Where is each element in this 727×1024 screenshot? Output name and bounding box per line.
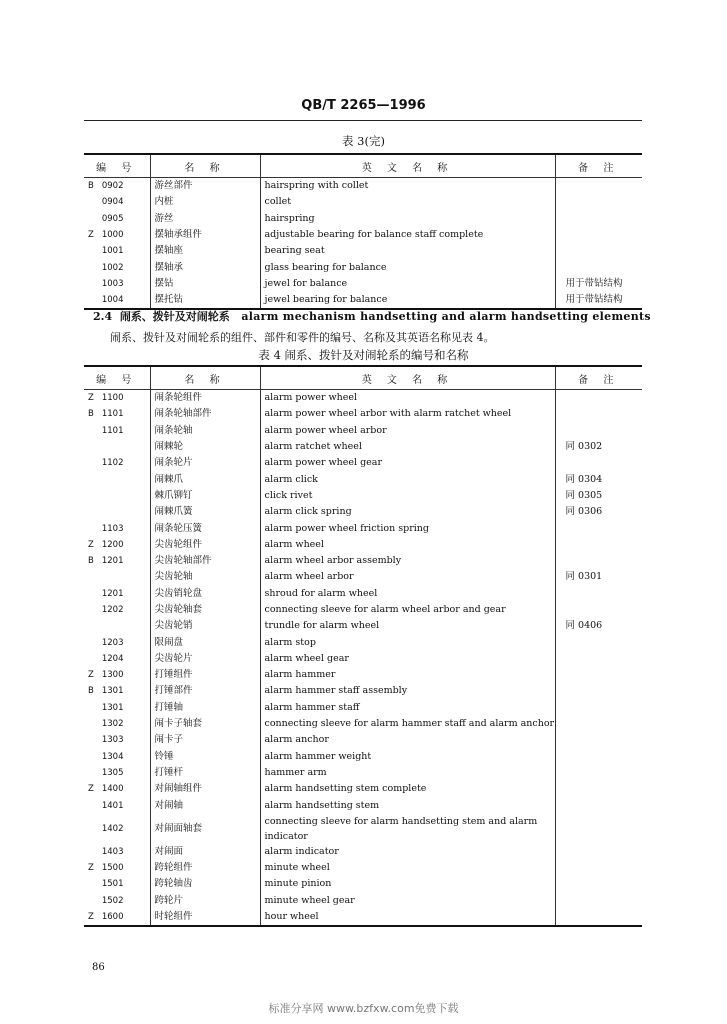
table-row [84,781,642,797]
cell-name-cn: 对闹面轴套 [150,814,260,844]
col-header-note: 备 注 [555,154,642,178]
code-number: 1301 [101,702,124,713]
table-row [84,211,642,227]
col-header-english: 英 文 名 称 [260,154,555,178]
code-prefix: B [88,686,94,697]
table-row [84,797,642,813]
cell-name-cn: 尖齿销轮盘 [150,586,260,602]
cell-name-cn: 闹条轮压簧 [150,520,260,536]
cell-note: 同 0301 [565,571,603,583]
table-row [84,634,642,650]
cell-note: 同 0304 [565,473,603,485]
cell-note [555,876,642,892]
table-row [84,423,642,439]
cell-code [84,537,150,553]
col-header-name: 名 称 [150,366,260,390]
code-number: 1004 [101,295,124,306]
code-prefix: Z [88,912,94,923]
cell-code [84,814,150,844]
table-row [84,602,642,618]
cell-note [555,683,642,699]
cell-name-cn: 游丝部件 [150,178,260,195]
table-row [84,520,642,536]
cell-code [84,259,150,275]
code-number: 0904 [101,197,124,208]
table3-caption: 表 3(完) [342,134,385,148]
cell-name-en: alarm wheel gear [260,651,555,667]
cell-name-cn: 打锤部件 [150,683,260,699]
cell-name-cn: 对闹轴 [150,797,260,813]
cell-name-cn: 闹棘爪簧 [150,504,260,520]
cell-code [84,292,150,309]
section-number: 2.4 [93,310,113,323]
cell-name-cn: 限闹盘 [150,634,260,650]
code-number: 1301 [101,686,124,697]
code-number: 1204 [101,653,124,664]
cell-code [84,909,150,926]
cell-note [555,227,642,243]
cell-note [555,194,642,210]
code-prefix: Z [88,670,94,681]
table3 [84,153,642,310]
cell-name-cn: 跨轮片 [150,893,260,909]
table-row [84,178,642,195]
cell-name-cn: 闹条轮组件 [150,390,260,407]
cell-note [555,700,642,716]
cell-name-en: minute wheel gear [260,893,555,909]
cell-name-en: bearing seat [260,243,555,259]
cell-name-cn: 游丝 [150,211,260,227]
cell-name-cn: 闹卡子轴套 [150,716,260,732]
cell-code [84,423,150,439]
cell-name-en: alarm hammer staff [260,700,555,716]
cell-code [84,797,150,813]
cell-note [555,651,642,667]
table-row [84,471,642,487]
cell-code [84,602,150,618]
cell-name-en: alarm hammer weight [260,749,555,765]
table-row [84,406,642,422]
cell-name-cn: 尖齿轮轴 [150,569,260,585]
code-number: 1200 [101,539,124,550]
cell-name-en: minute pinion [260,876,555,892]
table-row [84,439,642,455]
cell-note: 同 0306 [565,506,603,518]
cell-note [555,259,642,275]
cell-note [555,455,642,471]
cell-note [555,732,642,748]
cell-name-cn: 摆轴承组件 [150,227,260,243]
cell-name-en: shroud for alarm wheel [260,586,555,602]
cell-name-cn: 尖齿轮组件 [150,537,260,553]
cell-note [555,520,642,536]
table-row [84,390,642,407]
code-number: 1500 [101,863,124,874]
table-row [84,716,642,732]
cell-code [84,893,150,909]
cell-name-cn: 闹条轮片 [150,455,260,471]
cell-name-cn: 内桩 [150,194,260,210]
cell-name-en: alarm wheel arbor assembly [260,553,555,569]
code-prefix: B [88,181,94,192]
code-number: 1401 [101,800,124,811]
code-number: 1300 [101,670,124,681]
cell-code [84,716,150,732]
code-prefix: B [88,409,94,420]
code-prefix: B [88,556,94,567]
table-row [84,749,642,765]
cell-code [84,504,150,520]
section-intro: 闹系、拨针及对闹轮系的组件、部件和零件的编号、名称及其英语名称见表 4。 [110,331,495,344]
cell-name-en: connecting sleeve for alarm hammer staff and alarm anchor [260,716,555,732]
code-number: 1101 [101,409,124,420]
code-number: 1001 [101,246,124,257]
cell-name-en: collet [260,194,555,210]
section-title-cn: 闹系、拨针及对闹轮系 [119,310,230,323]
col-header-english: 英 文 名 称 [260,366,555,390]
table4-header-row [84,366,642,390]
cell-code [84,586,150,602]
cell-note [555,716,642,732]
table-row [84,553,642,569]
cell-code [84,455,150,471]
cell-note [555,406,642,422]
cell-name-en: minute wheel [260,860,555,876]
cell-name-en: glass bearing for balance [260,259,555,275]
cell-note [555,537,642,553]
cell-name-en: alarm power wheel arbor with alarm ratchet wheel [260,406,555,422]
table-row [84,259,642,275]
cell-code [84,276,150,292]
code-number: 1304 [101,751,124,762]
table-row [84,292,642,309]
cell-name-cn: 跨轮组件 [150,860,260,876]
cell-code [84,732,150,748]
cell-name-cn: 尖齿轮轴套 [150,602,260,618]
cell-code [84,569,150,585]
cell-name-cn: 尖齿轮轴部件 [150,553,260,569]
code-number: 1100 [101,393,124,404]
cell-name-cn: 铃锤 [150,749,260,765]
cell-name-cn: 打锤组件 [150,667,260,683]
table-row [84,893,642,909]
cell-code [84,618,150,634]
cell-note [555,178,642,195]
table-row [84,243,642,259]
cell-note [555,634,642,650]
table-row [84,667,642,683]
code-number: 1305 [101,767,124,778]
table-row [84,504,642,520]
table-row [84,488,642,504]
cell-name-en: hammer arm [260,765,555,781]
cell-name-cn: 摆钻 [150,276,260,292]
cell-name-cn: 闹棘轮 [150,439,260,455]
header-rule [84,120,642,121]
code-number: 1103 [101,523,124,534]
cell-note [555,602,642,618]
cell-name-en: jewel for balance [260,276,555,292]
cell-code [84,860,150,876]
cell-code [84,211,150,227]
code-prefix: Z [88,863,94,874]
cell-code [84,781,150,797]
table-row [84,651,642,667]
table-row [84,683,642,699]
cell-name-en: adjustable bearing for balance staff complete [260,227,555,243]
table4 [84,365,642,927]
cell-name-cn: 棘爪铆钉 [150,488,260,504]
table-row [84,455,642,471]
table-row [84,909,642,926]
col-header-name: 名 称 [150,154,260,178]
code-number: 0905 [101,213,124,224]
code-number: 1201 [101,588,124,599]
cell-note [555,893,642,909]
col-header-code: 编 号 [84,154,150,178]
cell-name-cn: 摆托钻 [150,292,260,309]
table-row [84,569,642,585]
code-number: 1201 [101,556,124,567]
table-row [84,732,642,748]
cell-name-cn: 尖齿轮销 [150,618,260,634]
code-number: 1403 [101,846,124,857]
cell-note: 同 0302 [565,441,603,453]
code-prefix: Z [88,539,94,550]
cell-note [555,797,642,813]
code-number: 1101 [101,425,124,436]
cell-name-en: jewel bearing for balance [260,292,555,309]
cell-name-cn: 摆轴座 [150,243,260,259]
table-row [84,586,642,602]
cell-note: 用于带钻结构 [565,277,623,289]
cell-name-cn: 打锤轴 [150,700,260,716]
table-row [84,276,642,292]
cell-note [555,909,642,926]
cell-name-en: alarm indicator [260,844,555,860]
cell-name-en: hour wheel [260,909,555,926]
cell-note [555,860,642,876]
page-number: 86 [92,962,105,973]
cell-name-en: alarm power wheel gear [260,455,555,471]
cell-name-en: hairspring with collet [260,178,555,195]
cell-name-en: alarm power wheel [260,390,555,407]
cell-code [84,520,150,536]
cell-name-en: alarm ratchet wheel [260,439,555,455]
cell-name-cn: 摆轴承 [150,259,260,275]
cell-note [555,243,642,259]
cell-code [84,765,150,781]
cell-name-cn: 打锤杆 [150,765,260,781]
cell-name-cn: 对闹轴组件 [150,781,260,797]
table-row [84,227,642,243]
code-number: 1600 [101,912,124,923]
section-title-en: alarm mechanism handsetting and alarm handsetting elements [241,310,651,323]
table-row [84,700,642,716]
cell-name-cn: 闹条轮轴 [150,423,260,439]
cell-note [555,844,642,860]
download-watermark: 标准分享网 www.bzfxw.com免费下载 [268,1002,459,1015]
cell-name-en: alarm stop [260,634,555,650]
code-prefix: Z [88,784,94,795]
code-number: 1501 [101,879,124,890]
cell-code [84,683,150,699]
cell-name-cn: 闹卡子 [150,732,260,748]
cell-name-en: alarm hammer [260,667,555,683]
code-prefix: Z [88,393,94,404]
cell-note: 同 0406 [565,620,603,632]
col-header-note: 备 注 [555,366,642,390]
cell-note [555,586,642,602]
cell-code [84,406,150,422]
table-row [84,860,642,876]
table-row [84,537,642,553]
cell-name-en: click rivet [260,488,555,504]
cell-name-cn: 尖齿轮片 [150,651,260,667]
cell-name-en: connecting sleeve for alarm wheel arbor and gear [260,602,555,618]
cell-name-cn: 对闹面 [150,844,260,860]
table4-caption: 表 4 闹系、拨针及对闹轮系的编号和名称 [258,348,469,362]
cell-name-en: alarm power wheel friction spring [260,520,555,536]
code-number: 1303 [101,735,124,746]
cell-code [84,651,150,667]
cell-name-en: alarm power wheel arbor [260,423,555,439]
cell-name-en: alarm handsetting stem complete [260,781,555,797]
code-number: 0902 [101,181,124,192]
cell-note [555,765,642,781]
cell-name-en: alarm handsetting stem [260,797,555,813]
cell-note [555,423,642,439]
cell-code [84,667,150,683]
code-number: 1400 [101,784,124,795]
table-row [84,844,642,860]
cell-name-en: trundle for alarm wheel [260,618,555,634]
code-number: 1102 [101,458,124,469]
code-number: 1000 [101,230,124,241]
cell-code [84,749,150,765]
code-number: 1502 [101,895,124,906]
code-number: 1202 [101,605,124,615]
table-row [84,765,642,781]
cell-code [84,488,150,504]
table-row [84,876,642,892]
cell-name-en: hairspring [260,211,555,227]
cell-note [555,211,642,227]
code-number: 1302 [101,719,124,730]
cell-name-en: alarm wheel [260,537,555,553]
cell-code [84,243,150,259]
cell-name-en: connecting sleeve for alarm handsetting stem and alarm indicator [260,814,555,844]
table-row [84,194,642,210]
code-number: 1402 [101,823,124,834]
cell-code [84,194,150,210]
cell-note [555,814,642,844]
cell-code [84,390,150,407]
cell-name-en: alarm anchor [260,732,555,748]
cell-code [84,634,150,650]
code-prefix: Z [88,230,94,241]
cell-code [84,439,150,455]
cell-note [555,667,642,683]
cell-code [84,471,150,487]
section-heading [93,308,651,324]
cell-name-en: alarm click spring [260,504,555,520]
cell-name-en: alarm hammer staff assembly [260,683,555,699]
cell-note: 同 0305 [565,489,603,501]
cell-note [555,390,642,407]
cell-name-cn: 跨轮轴齿 [150,876,260,892]
cell-note [555,749,642,765]
table-row [84,618,642,634]
code-number: 1203 [101,637,124,648]
cell-note: 用于带钻结构 [565,294,623,306]
cell-note [555,553,642,569]
table3-header-row [84,154,642,178]
cell-note [555,781,642,797]
cell-code [84,178,150,195]
standard-number: QB/T 2265—1996 [301,98,426,113]
col-header-code: 编 号 [84,366,150,390]
cell-code [84,227,150,243]
cell-name-cn: 闹棘爪 [150,471,260,487]
code-number: 1002 [101,262,124,273]
cell-name-cn: 时轮组件 [150,909,260,926]
cell-code [84,876,150,892]
code-number: 1003 [101,278,124,289]
cell-name-cn: 闹条轮轴部件 [150,406,260,422]
cell-code [84,553,150,569]
cell-name-en: alarm wheel arbor [260,569,555,585]
cell-name-en: alarm click [260,471,555,487]
table-row [84,814,642,844]
cell-code [84,700,150,716]
cell-code [84,844,150,860]
